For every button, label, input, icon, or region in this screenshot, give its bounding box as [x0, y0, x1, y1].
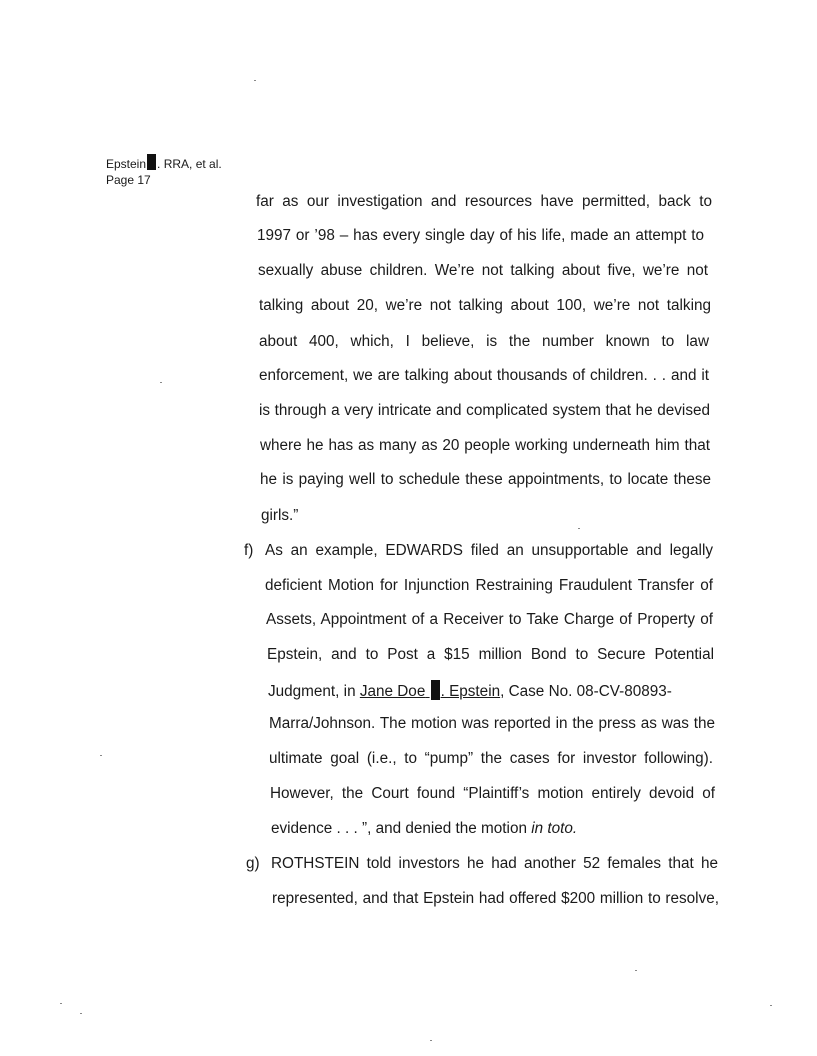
- item-f-line: However, the Court found “Plaintiff’s motion entirely devoid of: [270, 785, 715, 802]
- page-header: [106, 154, 222, 188]
- case-caption: [106, 154, 222, 172]
- item-g-line: represented, and that Epstein had offered $200 million to resolve,: [272, 890, 719, 907]
- scan-speck: [100, 755, 102, 756]
- item-f-line: [271, 819, 577, 839]
- italic-phrase: in toto.: [531, 820, 578, 837]
- scan-speck: [80, 1013, 82, 1014]
- scan-speck: [770, 1005, 772, 1006]
- item-f-line: Epstein, and to Post a $15 million Bond to Secure Potential: [267, 646, 714, 663]
- list-marker-g: g): [246, 855, 260, 872]
- quote-line: about 400, which, I believe, is the number known to law: [259, 333, 709, 350]
- item-f-line: ultimate goal (i.e., to “pump” the cases for investor following).: [269, 750, 713, 767]
- quote-line: sexually abuse children. We’re not talking about five, we’re not: [258, 262, 708, 279]
- redaction-block: [147, 154, 156, 170]
- quote-line: he is paying well to schedule these appointments, to locate these: [260, 471, 711, 488]
- scan-speck: [60, 1003, 62, 1004]
- redaction-block: [431, 680, 440, 700]
- item-f-line: deficient Motion for Injunction Restraining Fraudulent Transfer of: [265, 577, 713, 594]
- quote-line: enforcement, we are talking about thousands of children. . . and it: [259, 367, 709, 384]
- quote-line: talking about 20, we’re not talking about 100, we’re not talking: [259, 297, 711, 314]
- case-plaintiff: Jane Doe: [359, 683, 426, 700]
- scan-speck: [254, 80, 256, 81]
- item-f-line: [268, 680, 716, 702]
- case-caption-suffix: . RRA, et al.: [157, 157, 222, 171]
- case-defendant: . Epstein: [440, 683, 501, 700]
- list-marker-f: f): [244, 542, 254, 559]
- case-name: [360, 683, 500, 700]
- page-number: Page 17: [106, 173, 151, 187]
- case-caption-prefix: Epstein: [106, 157, 147, 171]
- item-g-line: ROTHSTEIN told investors he had another 52 females that he: [271, 855, 718, 872]
- quote-line: is through a very intricate and complicated system that he devised: [259, 402, 710, 419]
- quote-line: girls.”: [261, 507, 299, 524]
- scan-speck: [160, 382, 162, 383]
- quote-line: where he has as many as 20 people working underneath him that: [260, 437, 710, 454]
- quote-line: far as our investigation and resources have permitted, back to: [256, 193, 712, 210]
- scan-speck: [578, 528, 580, 529]
- line-text: evidence . . . ”, and denied the motion: [271, 820, 532, 837]
- item-f-line: Marra/Johnson. The motion was reported in the press as was the: [269, 715, 715, 732]
- quote-line: 1997 or ’98 – has every single day of his life, made an attempt to: [257, 227, 704, 244]
- scan-speck: [430, 1040, 432, 1041]
- scan-speck: [635, 970, 637, 971]
- item-f-line: Assets, Appointment of a Receiver to Take Charge of Property of: [266, 611, 713, 628]
- item-f-line: As an example, EDWARDS filed an unsupportable and legally: [265, 542, 713, 559]
- line-text: , Case No. 08-CV-80893-: [500, 683, 672, 700]
- line-text: Judgment, in: [268, 683, 360, 700]
